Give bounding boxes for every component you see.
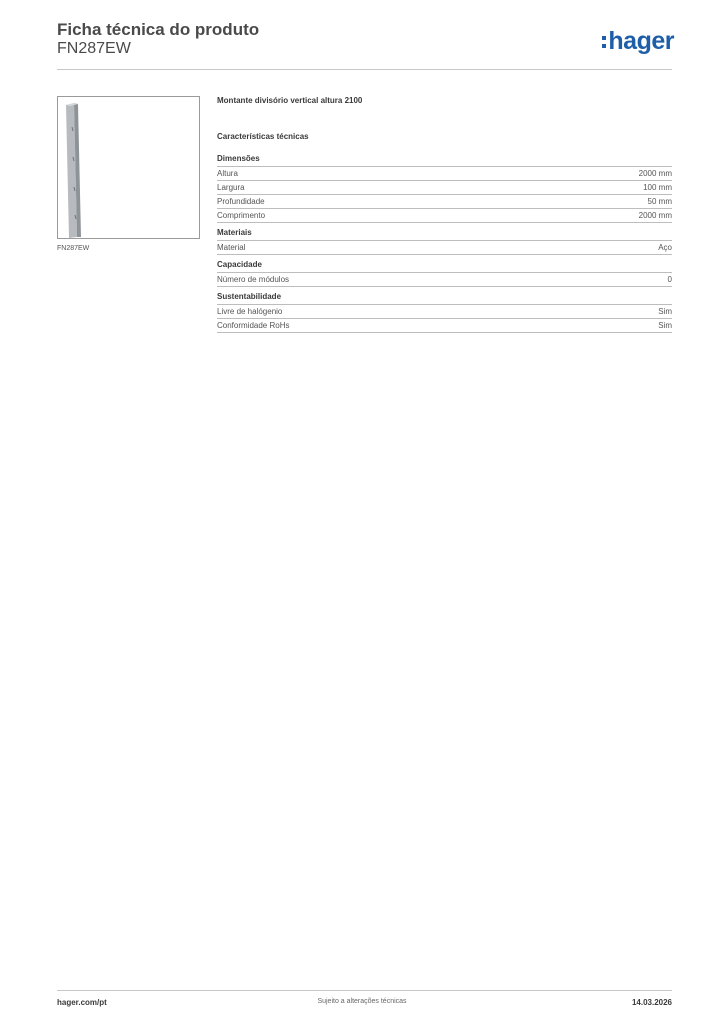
spec-row: [217, 319, 672, 333]
specifications: [217, 96, 672, 338]
product-reference: FN287EW: [57, 40, 131, 57]
footer-website: hager.com/pt: [57, 998, 107, 1007]
footer-divider: [57, 990, 672, 991]
spec-row: [217, 181, 672, 195]
section-capacity: [217, 260, 672, 287]
spec-label: Conformidade RoHs: [217, 321, 290, 330]
spec-label: Livre de halógenio: [217, 307, 283, 316]
spec-label: Número de módulos: [217, 275, 290, 284]
product-image: [57, 96, 200, 239]
spec-row: [217, 241, 672, 255]
section-dimensions: [217, 154, 672, 223]
spec-value: 50 mm: [647, 197, 672, 206]
spec-row: [217, 209, 672, 223]
spec-value: Sim: [658, 307, 672, 316]
spec-label: Comprimento: [217, 211, 266, 220]
page-title: Ficha técnica do produto: [57, 20, 260, 39]
section-title: Capacidade: [217, 260, 672, 273]
product-description: Montante divisório vertical altura 2100: [217, 96, 363, 105]
section-sustainability: [217, 292, 672, 333]
spec-row: [217, 273, 672, 287]
footer-notice: Sujeito a alterações técnicas: [317, 998, 407, 1005]
vertical-profile-icon: [58, 97, 199, 238]
hager-logo: [602, 26, 674, 56]
spec-value: 100 mm: [643, 183, 672, 192]
section-title: Dimensões: [217, 154, 672, 167]
spec-row: [217, 195, 672, 209]
tech-heading: Características técnicas: [217, 132, 309, 141]
header-divider: [57, 69, 672, 70]
spec-value: Sim: [658, 321, 672, 330]
footer-date: 14.03.2026: [631, 998, 672, 1007]
spec-label: Altura: [217, 169, 238, 178]
brand-name: hager: [608, 26, 674, 55]
section-title: Materiais: [217, 228, 672, 241]
spec-label: Largura: [217, 183, 245, 192]
spec-value: Aço: [658, 243, 672, 252]
spec-value: 0: [667, 275, 672, 284]
spec-value: 2000 mm: [638, 169, 672, 178]
section-materials: [217, 228, 672, 255]
section-title: Sustentabilidade: [217, 292, 672, 305]
image-caption: FN287EW: [57, 245, 90, 252]
spec-label: Profundidade: [217, 197, 265, 206]
spec-row: [217, 305, 672, 319]
logo-dots-icon: [602, 36, 606, 48]
spec-row: [217, 167, 672, 181]
spec-value: 2000 mm: [638, 211, 672, 220]
spec-label: Material: [217, 243, 246, 252]
